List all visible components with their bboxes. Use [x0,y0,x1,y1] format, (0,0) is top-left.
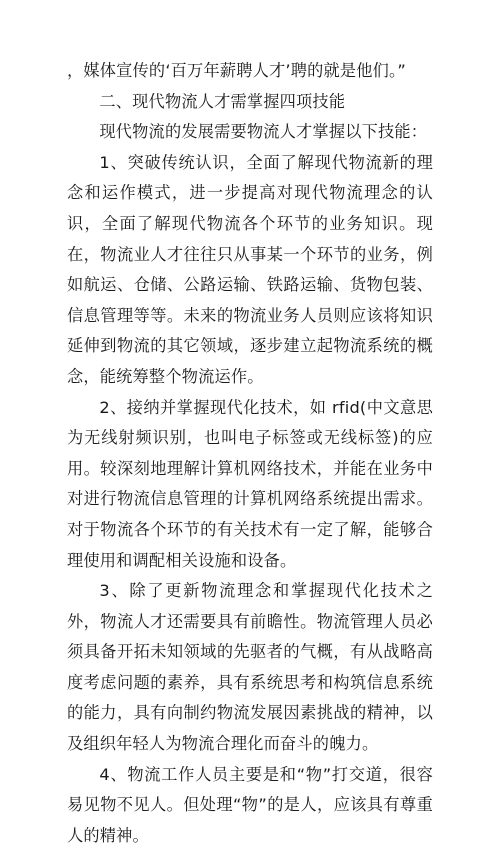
section-heading: 二、现代物流人才需掌握四项技能 [99,91,346,111]
skill-paragraph-2: 2、接纳并掌握现代化技术，如 rfid(中文意思为无线射频识别，也叫电子标签或无线标签)的应用。较深刻地理解计算机网络技术，并能在业务中对进行物流信息管理的计算机网络系统提出需求。对于物流各个环节的有关技术有一定了解，能够合理使用和调配相关设施和设备。 [67,397,433,570]
intro-paragraph: 现代物流的发展需要物流人才掌握以下技能： [99,122,428,142]
skill-paragraph-4: 4、物流工作人员主要是和“物”打交道，很容易见物不见人。但处理“物”的是人，应该具有尊重人的精神。 [67,764,433,845]
continuation-paragraph: ，媒体宣传的‘百万年薪聘人才’聘的就是他们。” [67,61,406,80]
skill-paragraph-3: 3、除了更新物流理念和掌握现代化技术之外，物流人才还需要具有前瞻性。物流管理人员必须具备开拓未知领域的先驱者的气概，有从战略高度考虑问题的素养，具有系统思考和构筑信息系统的能力，具有向制约物流发展因素挑战的精神，以及组织年轻人为物流合理化而奋斗的魄力。 [67,581,433,754]
skill-paragraph-1: 1、突破传统认识，全面了解现代物流新的理念和运作模式，进一步提高对现代物流理念的认识，全面了解现代物流各个环节的业务知识。现在，物流业人才往往只从事某一个环节的业务，例如航运、仓储、公路运输、铁路运输、货物包装、信息管理等等。未来的物流业务人员则应该将知识延伸到物流的其它领域，逐步建立起物流系统的概念，能统筹整个物流运作。 [67,152,433,386]
